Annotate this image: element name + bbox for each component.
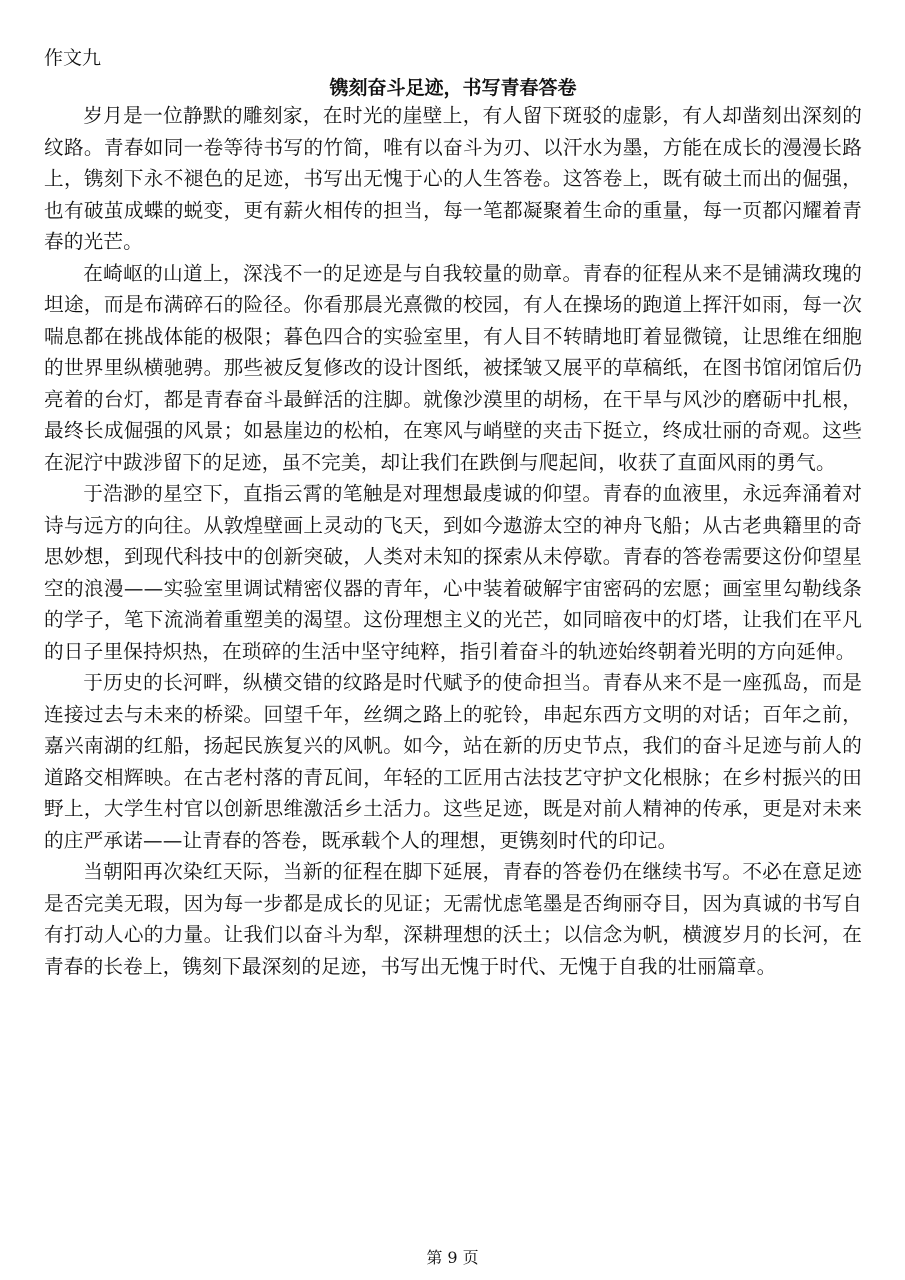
paragraph-5: 当朝阳再次染红天际，当新的征程在脚下延展，青春的答卷仍在继续书写。不必在意足迹是否完美无瑕，因为每一步都是成长的见证；无需忧虑笔墨是否绚丽夺目，因为真诚的书写自有打动人心的力量。让我们以奋斗为犁，深耕理想的沃土；以信念为帆，横渡岁月的长河，在青春的长卷上，镌刻下最深刻的足迹，书写出无愧于时代、无愧于自我的壮丽篇章。 bbox=[44, 860, 862, 978]
paragraph-1: 岁月是一位静默的雕刻家，在时光的崖壁上，有人留下斑驳的虚影，有人却凿刻出深刻的纹路。青春如同一卷等待书写的竹简，唯有以奋斗为刃、以汗水为墨，方能在成长的漫漫长路上，镌刻下永不褪色的足迹，书写出无愧于心的人生答卷。这答卷上，既有破土而出的倔强，也有破茧成蝶的蜕变，更有薪火相传的担当，每一笔都凝聚着生命的重量，每一页都闪耀着青春的光芒。 bbox=[44, 104, 862, 253]
essay-title: 镌刻奋斗足迹，书写青春答卷 bbox=[329, 77, 577, 99]
essay-label: 作文九 bbox=[44, 47, 102, 69]
paragraph-4: 于历史的长河畔，纵横交错的纹路是时代赋予的使命担当。青春从来不是一座孤岛，而是连接过去与未来的桥梁。回望千年，丝绸之路上的驼铃，串起东西方文明的对话；百年之前，嘉兴南湖的红船，扬起民族复兴的风帆。如今，站在新的历史节点，我们的奋斗足迹与前人的道路交相辉映。在古老村落的青瓦间，年轻的工匠用古法技艺守护文化根脉；在乡村振兴的田野上，大学生村官以创新思维激活乡土活力。这些足迹，既是对前人精神的传承，更是对未来的庄严承诺——让青春的答卷，既承载个人的理想，更镌刻时代的印记。 bbox=[44, 671, 862, 852]
paragraph-3: 于浩渺的星空下，直指云霄的笔触是对理想最虔诚的仰望。青春的血液里，永远奔涌着对诗与远方的向往。从敦煌壁画上灵动的飞天，到如今遨游太空的神舟飞船；从古老典籍里的奇思妙想，到现代科技中的创新突破，人类对未知的探索从未停歇。青春的答卷需要这份仰望星空的浪漫——实验室里调试精密仪器的青年，心中装着破解宇宙密码的宏愿；画室里勾勒线条的学子，笔下流淌着重塑美的渴望。这份理想主义的光芒，如同暗夜中的灯塔，让我们在平凡的日子里保持炽热，在琐碎的生活中坚守纯粹，指引着奋斗的轨迹始终朝着光明的方向延伸。 bbox=[44, 482, 862, 663]
essay-body bbox=[44, 100, 862, 982]
page-number: 第 9 页 bbox=[426, 1248, 479, 1267]
paragraph-2: 在崎岖的山道上，深浅不一的足迹是与自我较量的勋章。青春的征程从来不是铺满玫瑰的坦途，而是布满碎石的险径。你看那晨光熹微的校园，有人在操场的跑道上挥汗如雨，每一次喘息都在挑战体能的极限；暮色四合的实验室里，有人目不转睛地盯着显微镜，让思维在细胞的世界里纵横驰骋。那些被反复修改的设计图纸，被揉皱又展平的草稿纸，在图书馆闭馆后仍亮着的台灯，都是青春奋斗最鲜活的注脚。就像沙漠里的胡杨，在干旱与风沙的磨砺中扎根，最终长成倔强的风景；如悬崖边的松柏，在寒风与峭壁的夹击下挺立，终成壮丽的奇观。这些在泥泞中跋涉留下的足迹，虽不完美，却让我们在跌倒与爬起间，收获了直面风雨的勇气。 bbox=[44, 261, 862, 474]
